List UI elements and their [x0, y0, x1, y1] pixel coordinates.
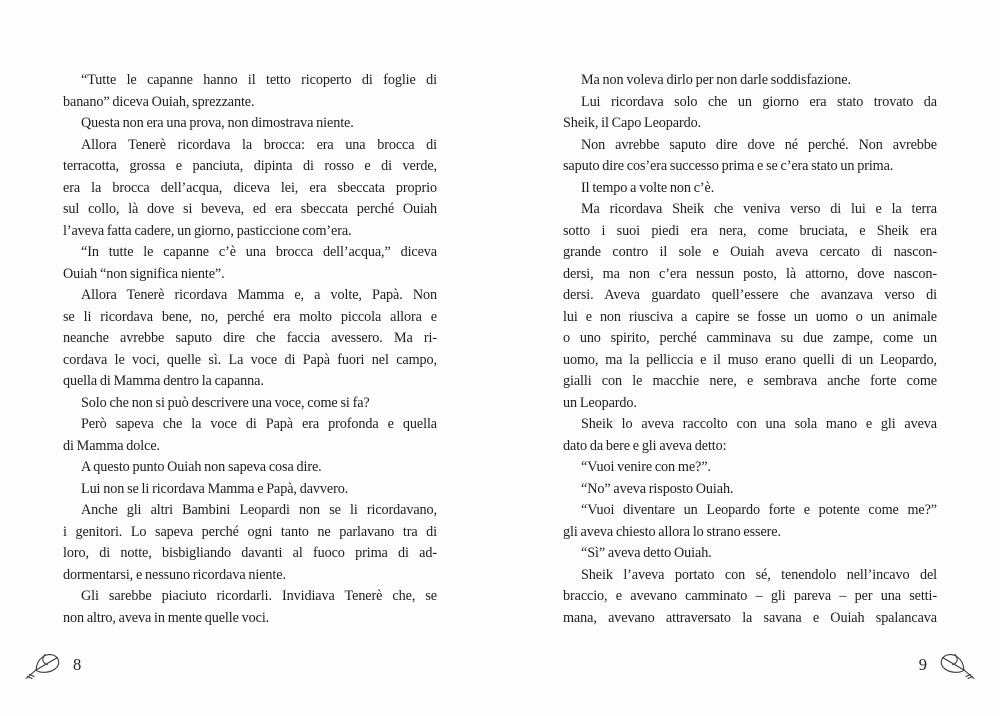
paragraph [63, 586, 437, 629]
text-line: Sheik l’aveva portato con sé, tenendolo nell’incavo del [581, 566, 937, 583]
paragraph [63, 414, 437, 457]
text-line: Allora Tenerè ricordava la brocca: era una brocca di [81, 136, 437, 153]
paragraph [563, 565, 937, 630]
text-line: grande contro il sole e Ouiah aveva cercato di nascon- [563, 244, 937, 260]
paragraph [563, 457, 937, 479]
left-page-text [63, 70, 437, 629]
paragraph [563, 70, 937, 92]
text-line: Il tempo a volte non c’è. [581, 179, 715, 196]
paragraph [63, 479, 437, 501]
text-line: l’aveva fatta cadere, un giorno, pasticcione com’era. [63, 222, 352, 239]
text-line: o uno spirito, perché camminava su due zampe, come un [563, 330, 937, 346]
paragraph [63, 457, 437, 479]
text-line: dersi. Aveva guardato quell’essere che avanzava verso di [563, 287, 937, 303]
text-line: sul collo, là dove si beveva, ed era sbeccata perché Ouiah [63, 201, 437, 217]
text-line: un Leopardo. [563, 394, 637, 411]
right-page-footer [919, 650, 976, 680]
text-line: i genitori. Lo sapeva perché ogni tanto ne parlavano tra di [63, 523, 437, 540]
text-line: gli aveva chiesto allora lo strano essere. [563, 523, 781, 540]
text-line: Ma ricordava Sheik che veniva verso di lui e la terra [581, 201, 937, 217]
paragraph [63, 70, 437, 113]
text-line: loro, di notte, bisbigliando davanti al fuoco prima di ad- [63, 545, 437, 561]
text-line: Ma non voleva dirlo per non darle soddisfazione. [581, 72, 851, 88]
text-line: “Tutte le capanne hanno il tetto ricoperto di foglie di [81, 72, 437, 88]
text-line: Lui non se li ricordava Mamma e Papà, davvero. [81, 480, 349, 497]
text-line: “In tutte le capanne c’è una brocca dell’acqua,” diceva [81, 244, 437, 260]
text-line: gialli con le macchie nere, e sembrava anche forte come [563, 373, 937, 389]
text-line: Anche gli altri Bambini Leopardi non se li ricordavano, [81, 502, 437, 518]
paragraph [563, 199, 937, 414]
text-line: dormentarsi, e nessuno ricordava niente. [63, 566, 286, 583]
text-line: braccio, e avevano camminato – gli pareva – per una setti- [563, 588, 937, 604]
text-line: “Sì” aveva detto Ouiah. [581, 545, 712, 561]
text-line: “Vuoi venire con me?”. [581, 459, 711, 475]
paragraph [563, 500, 937, 543]
text-line: se li ricordava bene, no, perché era molto piccola allora e [63, 308, 437, 325]
right-page-text [563, 70, 937, 629]
text-line: “No” aveva risposto Ouiah. [581, 480, 734, 497]
text-line: lui e non riusciva a capire se fosse un uomo o un animale [563, 308, 937, 325]
text-line: Ouiah “non significa niente”. [63, 265, 225, 282]
paragraph [63, 500, 437, 586]
text-line: mana, avevano attraversato la savana e Ouiah spalancava [563, 609, 937, 626]
leaf-ornament-icon [938, 650, 976, 680]
text-line: Gli sarebbe piaciuto ricordarli. Invidiava Tenerè che, se [81, 588, 437, 604]
left-page-footer [24, 650, 81, 680]
text-line: Sheik, il Capo Leopardo. [563, 115, 702, 131]
paragraph [63, 135, 437, 243]
page-number-right: 9 [918, 655, 927, 674]
text-line: saputo dire cos’era successo prima e se c’era stato un prima. [563, 158, 894, 174]
text-line: non altro, aveva in mente quelle voci. [63, 609, 270, 626]
paragraph [563, 479, 937, 501]
text-line: “Vuoi diventare un Leopardo forte e potente come me?” [581, 502, 937, 518]
text-line: Sheik lo aveva raccolto con una sola mano e gli aveva [581, 416, 937, 432]
text-line: Lui ricordava solo che un giorno era stato trovato da [581, 93, 937, 110]
text-line: quella di Mamma dentro la capanna. [63, 373, 264, 389]
paragraph [563, 543, 937, 565]
paragraph [63, 393, 437, 415]
text-line: dersi, ma non c’era nessun posto, là attorno, dove nascon- [563, 265, 937, 282]
text-line: Solo che non si può descrivere una voce, come si fa? [81, 394, 370, 411]
text-line: cordava le voci, quelle sì. La voce di Papà fuori nel campo, [63, 351, 437, 368]
text-line: era la brocca dell’acqua, diceva lei, era sbeccata proprio [63, 179, 437, 196]
paragraph [563, 135, 937, 178]
text-line: dato da bere e gli aveva detto: [563, 437, 727, 454]
text-line: sotto i suoi piedi era nera, come bruciata, e Sheik era [563, 222, 937, 239]
text-line: A questo punto Ouiah non sapeva cosa dire. [81, 459, 322, 475]
text-line: di Mamma dolce. [63, 437, 160, 454]
text-line: Non avrebbe saputo dire dove né perché. Non avrebbe [581, 136, 937, 153]
paragraph [563, 92, 937, 135]
text-line: Però sapeva che la voce di Papà era profonda e quella [81, 416, 437, 432]
paragraph [563, 178, 937, 200]
text-line: uomo, ma la pelliccia e il muso erano quelli di un Leopardo, [563, 351, 937, 368]
text-line: Questa non era una prova, non dimostrava niente. [81, 115, 354, 131]
text-line: neanche avrebbe saputo dire che faccia avessero. Ma ri- [63, 330, 437, 346]
page-number-left: 8 [73, 655, 82, 674]
text-line: banano” diceva Ouiah, sprezzante. [63, 93, 255, 110]
leaf-ornament-icon [24, 650, 62, 680]
paragraph [563, 414, 937, 457]
paragraph [63, 113, 437, 135]
text-line: terracotta, grossa e panciuta, dipinta di rosso e di verde, [63, 158, 437, 174]
paragraph [63, 242, 437, 285]
paragraph [63, 285, 437, 393]
text-line: Allora Tenerè ricordava Mamma e, a volte, Papà. Non [81, 287, 437, 303]
